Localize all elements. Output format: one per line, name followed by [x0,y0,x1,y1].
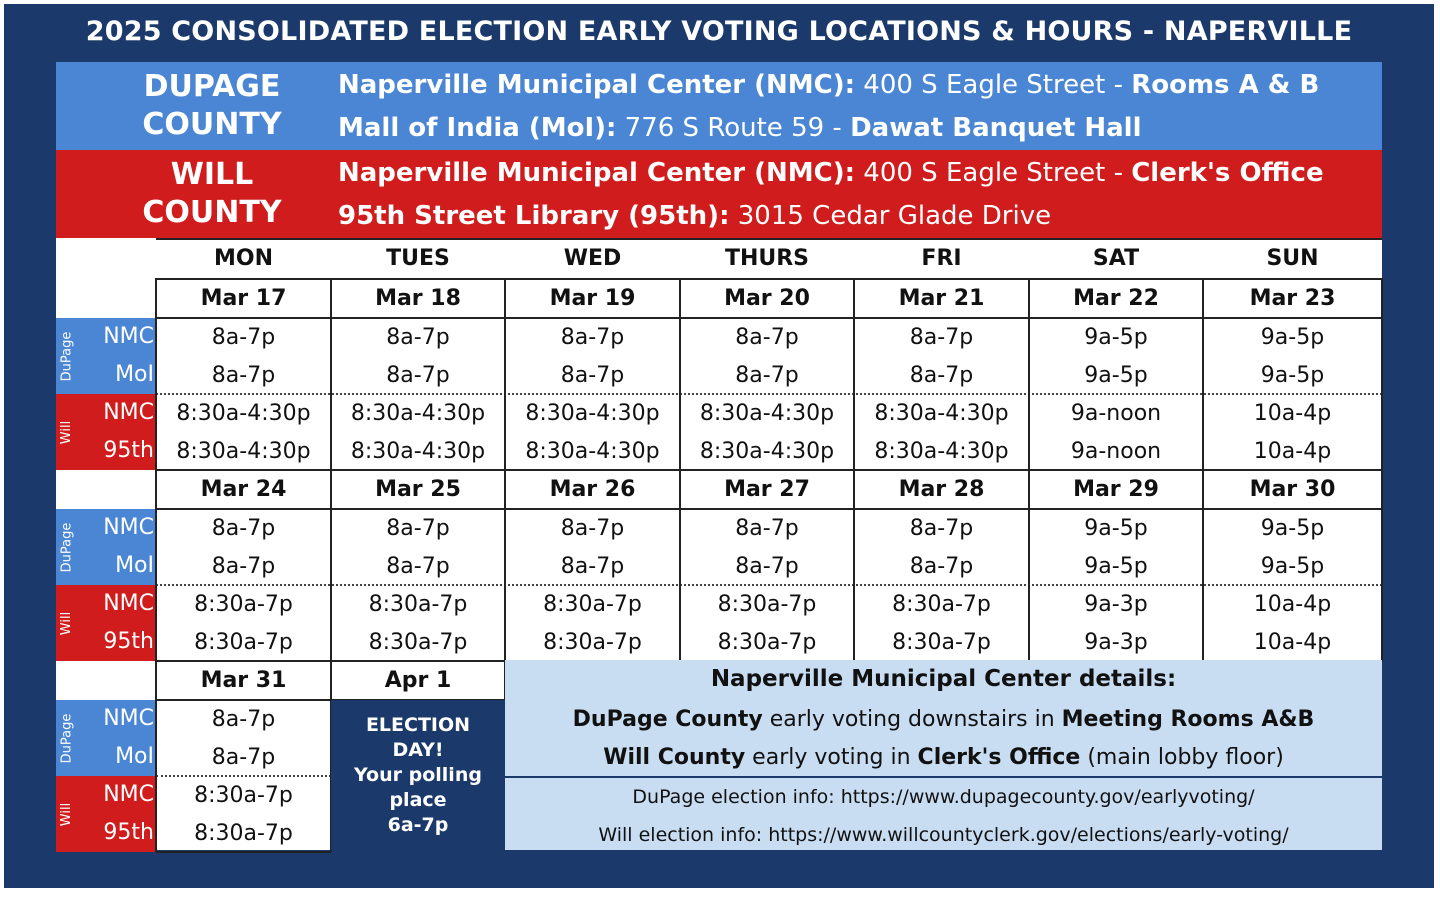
day-header: SAT [1092,245,1140,271]
grid-line [156,851,331,853]
hours-cell: 10a-4p [1253,629,1332,655]
hours-cell: 8a-7p [211,706,276,732]
date-cell: Mar 26 [549,476,636,502]
will-location-95th: 95th Street Library (95th): 3015 Cedar Glade Drive [338,201,1052,231]
dupage-county-tag: DuPage [59,713,75,763]
hours-cell: 8a-7p [560,362,625,388]
day-header: THURS [724,245,810,271]
will-info-link[interactable]: Will election info: https://www.willcountyclerk.gov/elections/early-voting/ [598,824,1289,846]
election-day-text: place [389,788,447,811]
row-label-95th: 95th [103,438,154,463]
hours-cell: 8a-7p [735,553,799,579]
election-day-text: Your polling [354,763,482,786]
grid-line [1381,278,1383,470]
hours-cell: 10a-4p [1253,400,1332,426]
grid-line [679,278,681,470]
date-cell: Mar 17 [200,285,287,311]
grid-line [1202,469,1204,661]
hours-cell: 9a-5p [1084,515,1148,541]
will-county-label: WILL COUNTY [142,157,282,230]
hours-cell: 9a-5p [1260,515,1325,541]
hours-cell: 8:30a-4:30p [350,400,486,426]
hours-table [56,238,1382,850]
hours-cell: 8a-7p [211,515,276,541]
hours-cell: 8:30a-7p [717,591,817,617]
hours-cell: 8:30a-7p [194,629,293,655]
hours-cell: 8:30a-4:30p [525,438,660,464]
hours-cell: 8a-7p [211,362,276,388]
hours-cell: 8:30a-4:30p [874,438,1009,464]
day-header: WED [563,245,622,271]
flyer-title: 2025 CONSOLIDATED ELECTION EARLY VOTING LOCATIONS & HOURS - NAPERVILLE [85,16,1353,47]
grid-line [156,469,1382,471]
grid-line [1028,469,1030,661]
row-label-nmc: NMC [103,324,154,349]
grid-line [853,278,855,470]
dupage-location-moi: Mall of India (MoI): 776 S Route 59 - Dawat Banquet Hall [338,113,1142,143]
hours-cell: 8:30a-7p [892,591,991,617]
grid-line [156,278,1382,280]
date-cell: Mar 24 [200,476,287,502]
grid-line [155,660,157,852]
date-cell: Mar 21 [898,285,985,311]
dupage-county-tag: DuPage [59,331,75,381]
row-label-nmc: NMC [103,591,154,616]
will-location-nmc: Naperville Municipal Center (NMC): 400 S Eagle Street - Clerk's Office [338,158,1324,188]
row-label-moi: MoI [115,362,154,387]
date-cell: Mar 20 [724,285,810,311]
hours-cell: 8:30a-7p [543,591,642,617]
hours-cell: 8a-7p [560,553,625,579]
dupage-row-labels [56,700,156,776]
hours-cell: 8a-7p [560,515,625,541]
hours-cell: 8:30a-7p [194,782,293,808]
election-day-text: DAY! [392,738,444,761]
hours-cell: 8:30a-7p [892,629,991,655]
date-cell: Mar 22 [1073,285,1159,311]
hours-cell: 10a-4p [1253,438,1332,464]
grid-divider [156,775,331,777]
election-day-text: 6a-7p [387,813,449,836]
hours-cell: 8:30a-7p [194,820,293,846]
hours-cell: 8:30a-4:30p [874,400,1009,426]
date-cell: Mar 23 [1249,285,1336,311]
date-cell: Mar 18 [375,285,461,311]
grid-line [155,278,157,470]
grid-line [1381,469,1383,661]
details-heading: Naperville Municipal Center details: [710,666,1177,692]
row-label-moi: MoI [115,553,154,578]
hours-cell: 8a-7p [909,324,974,350]
date-cell: Mar 30 [1249,476,1336,502]
hours-cell: 8a-7p [386,553,450,579]
will-county-tag: Will [59,611,75,635]
date-cell: Mar 31 [200,667,287,693]
grid-line [504,469,506,661]
hours-cell: 8:30a-4:30p [699,438,835,464]
hours-cell: 8a-7p [386,324,450,350]
grid-line [504,278,506,470]
will-row-labels [56,394,156,470]
hours-cell: 9a-noon [1070,438,1162,464]
date-cell: Mar 25 [375,476,461,502]
hours-cell: 9a-5p [1084,362,1148,388]
hours-cell: 8:30a-4:30p [176,400,311,426]
hours-cell: 8:30a-7p [194,591,293,617]
hours-cell: 9a-5p [1084,324,1148,350]
election-day-block [331,700,505,850]
grid-line [1202,278,1204,470]
hours-cell: 8a-7p [909,553,974,579]
hours-cell: 8a-7p [211,324,276,350]
date-cell: Mar 19 [549,285,636,311]
dupage-row-labels [56,509,156,585]
date-cell: Apr 1 [384,667,452,693]
row-label-95th: 95th [103,629,154,654]
grid-line [156,317,1382,319]
hours-cell: 10a-4p [1253,591,1332,617]
hours-cell: 8:30a-4:30p [525,400,660,426]
day-header: FRI [921,245,962,271]
dupage-info-link[interactable]: DuPage election info: https://www.dupagecounty.gov/earlyvoting/ [632,786,1255,808]
hours-cell: 9a-5p [1084,553,1148,579]
hours-cell: 8a-7p [735,362,799,388]
dupage-location-nmc: Naperville Municipal Center (NMC): 400 S Eagle Street - Rooms A & B [338,70,1320,100]
day-header: TUES [386,245,450,271]
details-will-line: Will County early voting in Clerk's Office (main lobby floor) [603,745,1284,770]
hours-cell: 9a-5p [1260,553,1325,579]
grid-divider [156,393,1382,395]
grid-line [155,469,157,661]
hours-cell: 9a-3p [1084,629,1148,655]
hours-cell: 9a-3p [1084,591,1148,617]
details-dupage-line: DuPage County early voting downstairs in Meeting Rooms A&B [572,707,1315,732]
hours-cell: 8:30a-7p [368,629,468,655]
will-row-labels [56,776,156,852]
grid-line [330,469,332,661]
hours-cell: 8:30a-4:30p [176,438,311,464]
nmc-details-panel [505,660,1382,850]
grid-line [853,469,855,661]
details-divider [505,776,1382,778]
row-label-95th: 95th [103,820,154,845]
hours-cell: 8a-7p [386,362,450,388]
row-label-nmc: NMC [103,515,154,540]
hours-cell: 8a-7p [735,515,799,541]
hours-cell: 8:30a-7p [717,629,817,655]
date-cell: Mar 29 [1073,476,1159,502]
grid-line [156,238,1382,240]
grid-line [1028,278,1030,470]
will-locations-band [56,150,1382,238]
day-header: SUN [1266,245,1319,271]
dupage-county-tag: DuPage [59,522,75,572]
hours-cell: 8:30a-7p [543,629,642,655]
hours-cell: 8a-7p [909,362,974,388]
hours-cell: 8a-7p [560,324,625,350]
date-cell: Mar 28 [898,476,985,502]
hours-cell: 8:30a-4:30p [699,400,835,426]
will-county-tag: Will [59,420,75,444]
hours-cell: 8a-7p [909,515,974,541]
hours-cell: 9a-noon [1070,400,1162,426]
will-county-tag: Will [59,802,75,826]
hours-cell: 8a-7p [735,324,799,350]
dupage-county-label: DUPAGE COUNTY [142,69,282,142]
row-label-nmc: NMC [103,400,154,425]
flyer-frame [4,4,1434,888]
hours-cell: 8:30a-4:30p [350,438,486,464]
dupage-locations-band [56,62,1382,150]
hours-cell: 8:30a-7p [368,591,468,617]
dupage-row-labels [56,318,156,394]
row-label-moi: MoI [115,744,154,769]
hours-cell: 9a-5p [1260,324,1325,350]
day-header: MON [213,245,273,271]
grid-line [330,278,332,470]
grid-line [156,508,1382,510]
row-label-nmc: NMC [103,782,154,807]
hours-cell: 8a-7p [211,744,276,770]
hours-cell: 8a-7p [386,515,450,541]
hours-cell: 9a-5p [1260,362,1325,388]
will-row-labels [56,585,156,661]
election-day-text: ELECTION [365,713,471,736]
date-cell: Mar 27 [724,476,810,502]
row-label-nmc: NMC [103,706,154,731]
grid-divider [156,584,1382,586]
hours-cell: 8a-7p [211,553,276,579]
grid-line [679,469,681,661]
